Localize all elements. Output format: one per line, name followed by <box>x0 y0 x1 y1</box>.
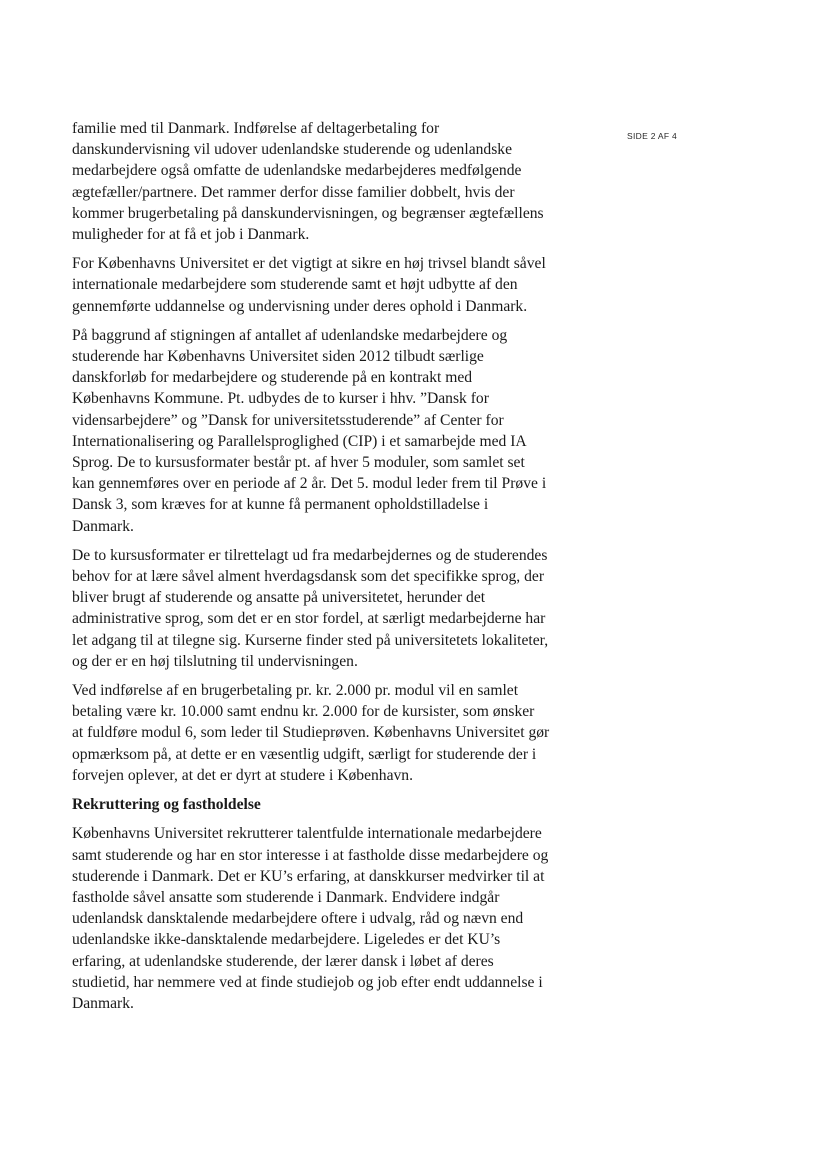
paragraph-family: familie med til Danmark. Indførelse af deltagerbetaling for danskundervisning vil udover udenlandske studerende og udenlandske medarbejdere også omfatte de udenlandske medarbejderes medfølgende ægtefæller/partnere. Det rammer derfor disse familier dobbelt, hvis der kommer brugerbetaling på danskundervisningen, og begrænser ægtefællens muligheder for at få et job i Danmark. <box>72 120 544 244</box>
paragraph-user-payment: Ved indførelse af en brugerbetaling pr. kr. 2.000 pr. modul vil en samlet betaling være kr. 10.000 samt endnu kr. 2.000 for de kursister, som ønsker at fuldføre modul 6, som leder til Studieprøven. Københavns Universitet gør opmærksom på, at dette er en væsentlig udgift, særligt for studerende der i forvejen oplever, at det er dyrt at studere i København. <box>72 682 550 784</box>
paragraph-wellbeing: For Københavns Universitet er det vigtigt at sikre en høj trivsel blandt såvel internationale medarbejdere som studerende samt et højt udbytte af den gennemførte uddannelse og undervisning under deres ophold i Danmark. <box>72 255 546 315</box>
paragraph-recruitment: Københavns Universitet rekrutterer talentfulde internationale medarbejdere samt studerende og har en stor interesse i at fastholde disse medarbejdere og studerende i Danmark. Det er KU’s erfaring, at danskkurser medvirker til at fastholde såvel ansatte som studerende i Danmark. Endvidere indgår udenlandsk dansktalende medarbejdere oftere i udvalg, råd og nævn end udenlandske ikke-dansktalende medarbejdere. Ligeledes er det KU’s erfaring, at udenlandske studerende, der lærer dansk i løbet af deres studietid, har nemmere ved at finde studiejob og job efter endt uddannelse i Danmark. <box>72 825 549 1012</box>
section-heading: Rekruttering og fastholdelse <box>72 796 261 814</box>
paragraph-courses: På baggrund af stigningen af antallet af udenlandske medarbejdere og studerende har Københavns Universitet siden 2012 tilbudt særlige danskforløb for medarbejdere og studerende på en kontrakt med Københavns Kommune. Pt. udbydes de to kurser i hhv. ”Dansk for vidensarbejdere” og ”Dansk for universitetsstuderende” af Center for Internationalisering og Parallelsproglighed (CIP) i et samarbejde med IA Sprog. De to kursusformater består pt. af hver 5 moduler, som samlet set kan gennemføres over en periode af 2 år. Det 5. modul leder frem til Prøve i Dansk 3, som kræves for at kunne få permanent opholdstilladelse i Danmark. <box>72 326 547 535</box>
document-body <box>72 118 592 1022</box>
paragraph-course-formats: De to kursusformater er tilrettelagt ud fra medarbejdernes og de studerendes behov for at lære såvel alment hverdagsdansk som det specifikke sprog, der bliver brugt af studerende og ansatte på universitetet, herunder det administrative sprog, som det er en stor fordel, at særligt medarbejderne har let adgang til at tilegne sig. Kurserne finder sted på universitetets lokaliteter, og der er en høj tilslutning til undervisningen. <box>72 546 549 670</box>
page-number: SIDE 2 AF 4 <box>627 131 678 141</box>
